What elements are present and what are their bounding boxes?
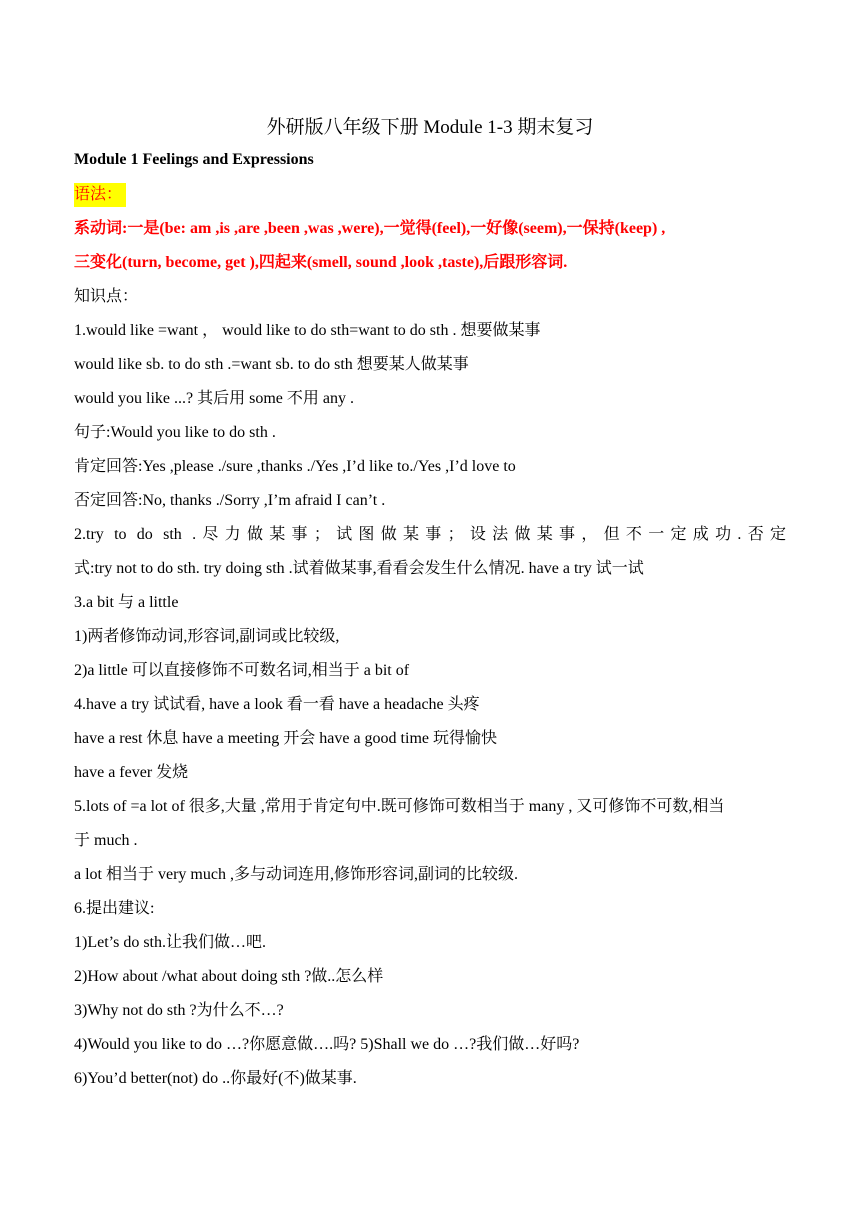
module-heading: Module 1 Feelings and Expressions [74,151,314,168]
text-line: 1.would like =want ， would like to do sth=want to do sth . 想要做某事 [74,322,541,339]
text-line: 1)两者修饰动词,形容词,副词或比较级, [74,628,340,645]
text-line: 否定回答:No, thanks ./Sorry ,I’m afraid I can’t . [74,492,386,509]
text-line: have a rest 休息 have a meeting 开会 have a good time 玩得愉快 [74,730,497,747]
text-line: 4.have a try 试试看, have a look 看一看 have a headache 头疼 [74,696,480,713]
knowledge-label: 知识点： [74,288,139,305]
text-line: 3)Why not do sth ?为什么不…? [74,1002,284,1019]
text-line: 于 much . [74,832,138,849]
document-title: 外研版八年级下册 Module 1-3 期末复习 [266,117,594,138]
text-line: 式:try not to do sth. try doing sth .试着做某事,看看会发生什么情况. have a try 试一试 [74,560,644,577]
text-line: 3.a bit 与 a little [74,594,179,611]
grammar-rule-line: 系动词:一是(be: am ,is ,are ,been ,was ,were),一觉得(feel),一好像(seem),一保持(keep) , [74,220,666,237]
text-line: 2.try to do sth .尽力做某事；试图做某事；设法做某事，但不一定成功.否定 [74,526,786,543]
text-line: a lot 相当于 very much ,多与动词连用,修饰形容词,副词的比较级. [74,866,518,883]
text-line: 句子:Would you like to do sth . [74,424,276,441]
text-line: 2)a little 可以直接修饰不可数名词,相当于 a bit of [74,662,410,679]
grammar-rule-line: 三变化(turn, become, get ),四起来(smell, sound ,look ,taste),后跟形容词. [74,254,568,271]
text-line: 2)How about /what about doing sth ?做..怎么样 [74,968,384,985]
text-line: 肯定回答:Yes ,please ./sure ,thanks ./Yes ,I’d like to./Yes ,I’d love to [74,458,516,475]
text-line: 5.lots of =a lot of 很多,大量 ,常用于肯定句中.既可修饰可数相当于 many , 又可修饰不可数,相当 [74,798,725,815]
text-line: 4)Would you like to do …?你愿意做….吗? 5)Shall we do …?我们做…好吗? [74,1036,580,1053]
text-line: would you like ...? 其后用 some 不用 any . [74,390,354,407]
text-line: 1)Let’s do sth.让我们做…吧. [74,934,266,951]
text-line: would like sb. to do sth .=want sb. to do sth 想要某人做某事 [74,356,469,373]
grammar-label: 语法： [74,183,126,207]
text-line: 6)You’d better(not) do ..你最好(不)做某事. [74,1070,357,1087]
text-line: 6.提出建议: [74,900,155,917]
text-line: have a fever 发烧 [74,764,189,781]
